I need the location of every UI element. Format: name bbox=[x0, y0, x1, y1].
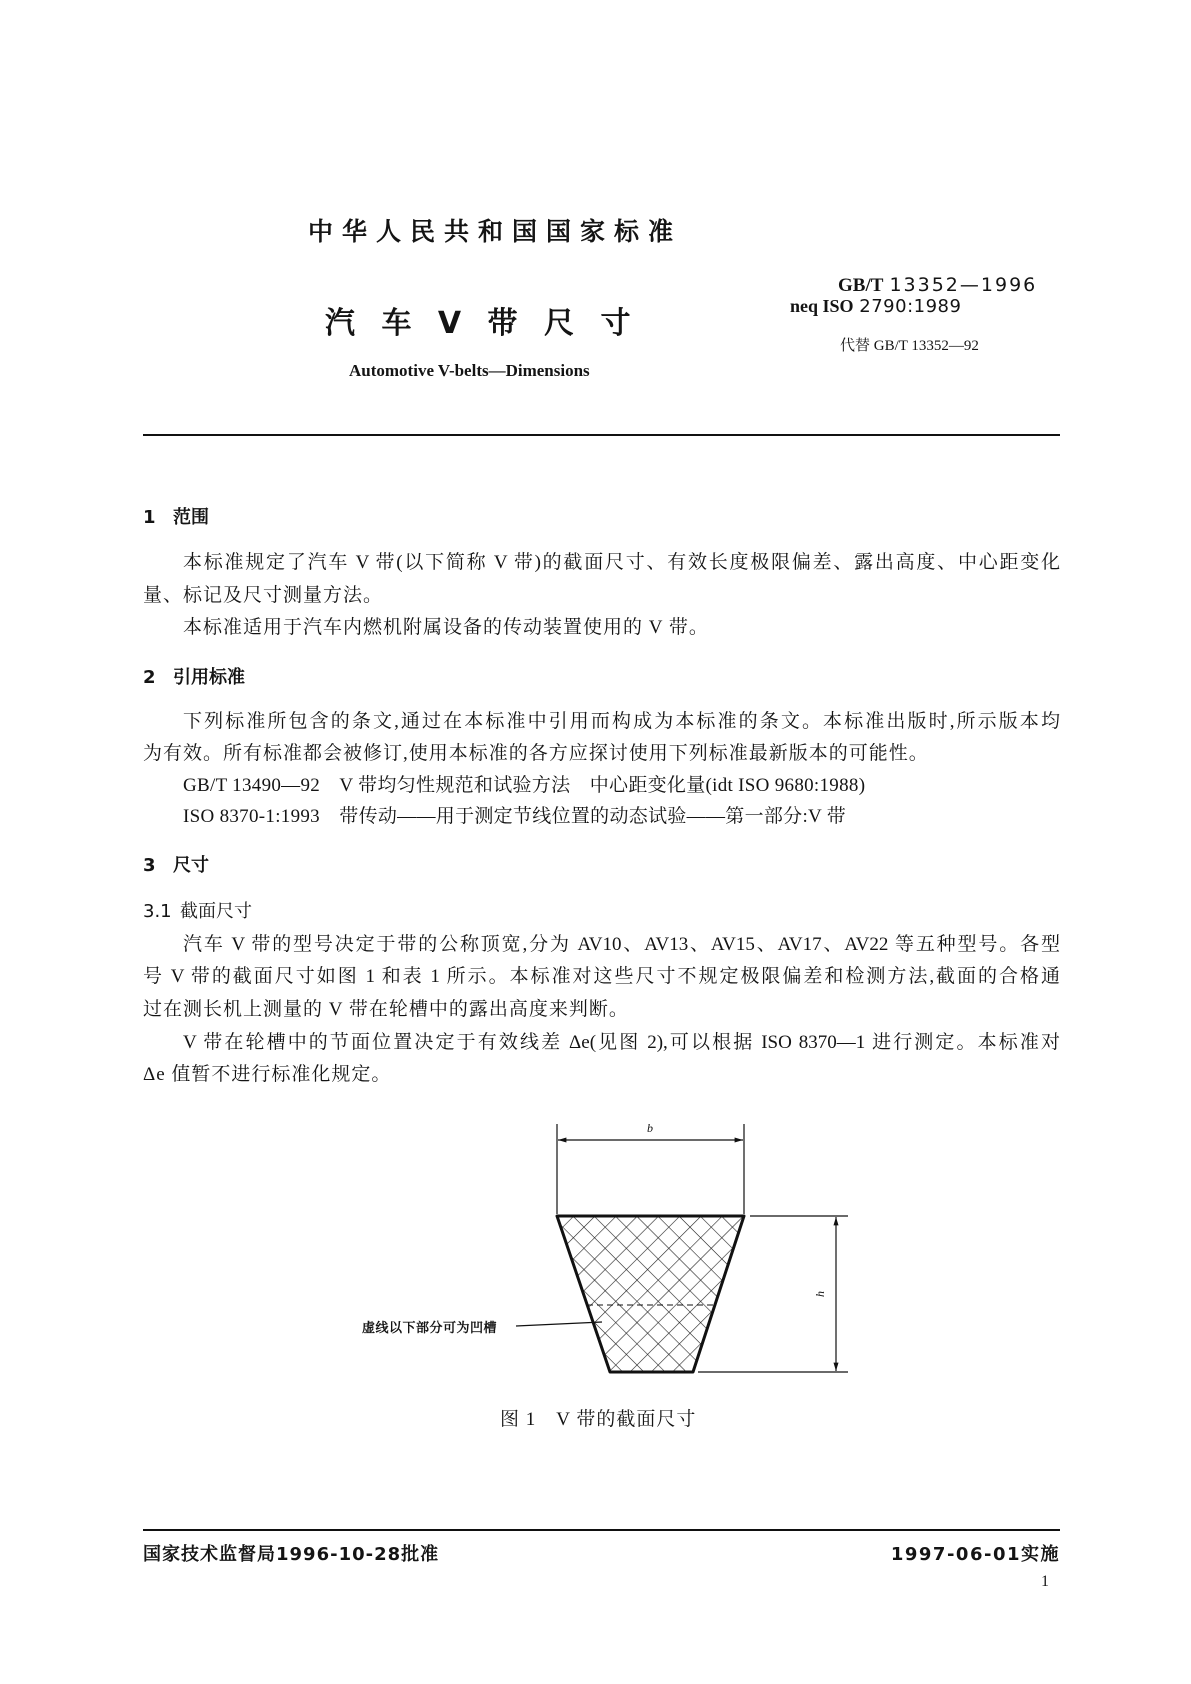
paragraph-line: 为有效。所有标准都会被修订,使用本标准的各方应探讨使用下列标准最新版本的可能性。 bbox=[143, 743, 929, 764]
standard-code-prefix: GB/T bbox=[838, 275, 884, 296]
document-title-cn: 汽 车 V 带 尺 寸 bbox=[325, 306, 639, 341]
section-title: 引用标准 bbox=[173, 667, 245, 688]
page-number: 1 bbox=[1041, 1573, 1049, 1590]
footer-rule bbox=[143, 1529, 1060, 1531]
dimension-b-label: b bbox=[647, 1121, 653, 1135]
section-number: 2 bbox=[143, 667, 156, 688]
section-title: 范围 bbox=[173, 507, 209, 528]
equivalent-standard bbox=[790, 296, 961, 317]
paragraph-line: 本标准适用于汽车内燃机附属设备的传动装置使用的 V 带。 bbox=[183, 617, 709, 638]
paragraph-line: 汽车 V 带的型号决定于带的公称顶宽,分为 AV10、AV13、AV15、AV17、AV22 等五种型号。各型 bbox=[183, 934, 1060, 955]
paragraph-line: 过在测长机上测量的 V 带在轮槽中的露出高度来判断。 bbox=[143, 999, 629, 1020]
document-title-en: Automotive V-belts—Dimensions bbox=[349, 361, 590, 380]
paragraph-line: Δe 值暂不进行标准化规定。 bbox=[143, 1064, 392, 1085]
reference-item: ISO 8370-1:1993 带传动——用于测定节线位置的动态试验——第一部分:V 带 bbox=[183, 806, 847, 827]
paragraph-line: 本标准规定了汽车 V 带(以下简称 V 带)的截面尺寸、有效长度极限偏差、露出高度、中心距变化 bbox=[183, 552, 1060, 573]
section-number: 1 bbox=[143, 507, 156, 528]
approval-statement: 国家技术监督局1996-10-28批准 bbox=[143, 1544, 440, 1565]
header-rule bbox=[143, 434, 1060, 436]
paragraph-line: 量、标记及尺寸测量方法。 bbox=[143, 585, 384, 606]
section-title: 尺寸 bbox=[173, 855, 209, 876]
dimension-h-label: h bbox=[813, 1291, 827, 1297]
reference-item: GB/T 13490—92 V 带均匀性规范和试验方法 中心距变化量(idt ISO 9680:1988) bbox=[183, 775, 866, 796]
replaces-standard: 代替 GB/T 13352—92 bbox=[840, 338, 979, 354]
callout-leader-line bbox=[516, 1322, 602, 1326]
national-standard-heading: 中华人民共和国国家标准 bbox=[308, 217, 683, 246]
figure-caption: 图 1 V 带的截面尺寸 bbox=[500, 1409, 697, 1430]
subsection-title: 截面尺寸 bbox=[180, 901, 252, 922]
paragraph-line: 下列标准所包含的条文,通过在本标准中引用而构成为本标准的条文。本标准出版时,所示版本均 bbox=[183, 711, 1060, 732]
figure-v-belt-cross-section bbox=[340, 1110, 860, 1390]
paragraph-line: V 带在轮槽中的节面位置决定于有效线差 Δe(见图 2),可以根据 ISO 8370—1 进行测定。本标准对 bbox=[183, 1032, 1060, 1053]
equivalent-standard-prefix: neq ISO bbox=[790, 296, 854, 316]
equivalent-standard-number: 2790:1989 bbox=[859, 296, 962, 317]
subsection-number: 3.1 bbox=[143, 901, 172, 922]
effective-date: 1997-06-01实施 bbox=[890, 1544, 1060, 1565]
standard-code bbox=[838, 274, 1037, 297]
paragraph-line: 号 V 带的截面尺寸如图 1 和表 1 所示。本标准对这些尺寸不规定极限偏差和检测方法,截面的合格通 bbox=[143, 966, 1060, 987]
belt-section-trapezoid bbox=[557, 1216, 744, 1372]
standard-code-number: 13352—1996 bbox=[889, 274, 1038, 296]
section-number: 3 bbox=[143, 855, 156, 876]
groove-callout-label: 虚线以下部分可为凹槽 bbox=[362, 1321, 498, 1336]
